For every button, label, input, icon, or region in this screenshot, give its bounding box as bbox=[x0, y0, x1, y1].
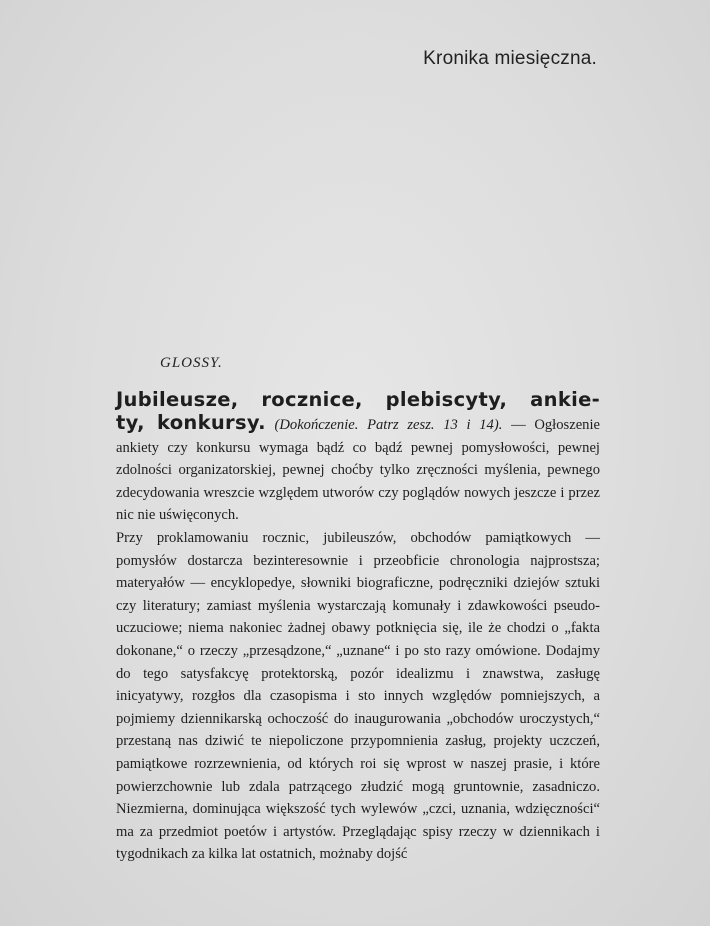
section-heading: GLOSSY. bbox=[160, 355, 223, 371]
article-title-continued: ty, konkursy. bbox=[116, 411, 266, 434]
running-head: Kronika miesięczna. bbox=[423, 48, 597, 69]
article-title: Jubileusze, rocznice, plebiscyty, ankie- bbox=[116, 388, 600, 411]
article-paragraph-2: Przy proklamowaniu rocznic, jubileuszów, obchodów pamiątkowych — pomysłów dostarcza bezinteresownie i przeobficie chronologia najprostsza; materyałów — encyklopedye, słowniki biograficzne, podręczniki dziejów sztuki czy literatury; zamiast myślenia wystarczają komunały i zdawkowości pseudo-uczuciowe; niema nakoniec żadnej obawy potknięcia się, ile że chodzi o „fakta dokonane,“ o rzeczy „przesądzone,“ „uznane“ i po sto razy omówione. Dodajmy do tego satysfakcyę protektorską, pozór idealizmu i znawstwa, zasługę inicyatywy, rozgłos dla czasopisma i sto innych względów pomniejszych, a pojmiemy dziennikarską ochoczość do inaugurowania „obchodów uroczystych,“ przestaną nas dziwić te niepoliczone przypomnienia zasług, projekty uczczeń, pamiątkowe rozrzewnienia, od których roi się wprost w naszej prasie, i które powierzchownie lub zdala patrzącego złudzić mogą gruntownie, zasadniczo. Niezmierna, dominująca większość tych wylewów „czci, uznania, wdzięczności“ ma za przedmiot poetów i artystów. Przeglądając spisy rzeczy w dziennikach i tygodnikach za kilka lat ostatnich, możnaby dojść bbox=[116, 529, 600, 863]
continuation-note: (Dokończenie. Patrz zesz. 13 i 14). bbox=[274, 417, 503, 433]
article-body bbox=[116, 388, 600, 866]
paragraph-text-1: — Ogłoszenie ankiety czy konkursu wymaga bądź co bądź pewnej pomysłowości, pewnej zdolności organizatorskiej, pewnej choćby tylko zręczności myślenia, pewnego zdecydowania wreszcie względem utworów czy poglądów nowych jeszcze i przez nic nie uświęconych. bbox=[116, 417, 600, 524]
article-paragraph-1 bbox=[116, 388, 600, 527]
